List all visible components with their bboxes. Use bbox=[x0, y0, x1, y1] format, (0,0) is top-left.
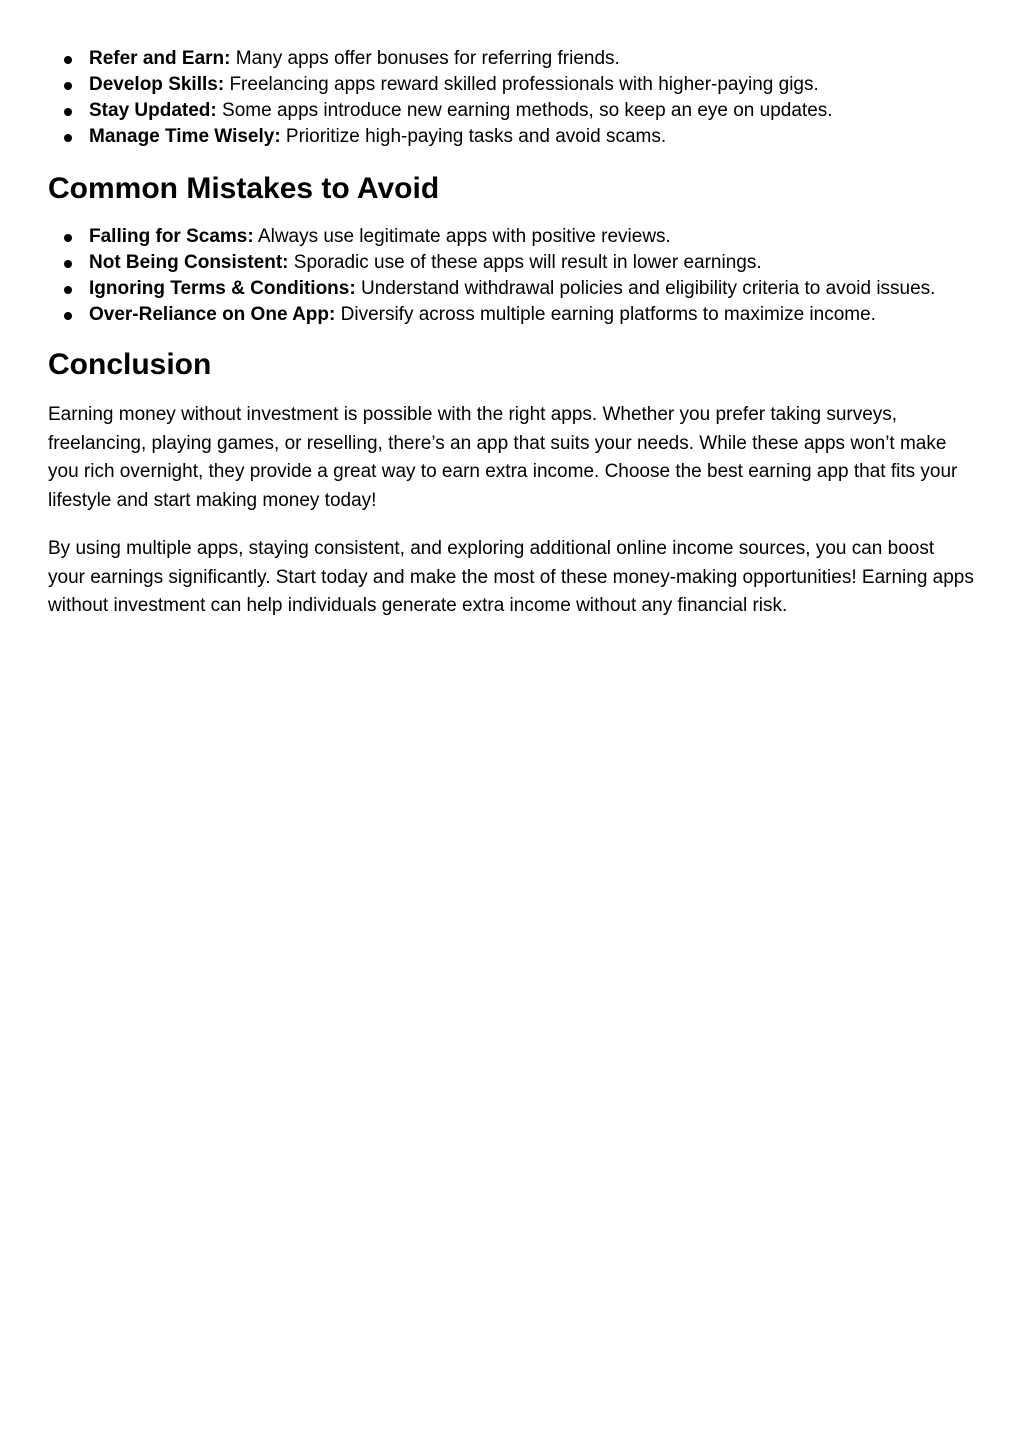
list-item bbox=[48, 224, 976, 250]
item-text: Freelancing apps reward skilled professionals with higher-paying gigs. bbox=[224, 74, 819, 95]
item-term: Stay Updated: bbox=[89, 100, 217, 121]
item-term: Ignoring Terms & Conditions: bbox=[89, 278, 356, 299]
item-text: Some apps introduce new earning methods, so keep an eye on updates. bbox=[216, 100, 833, 121]
conclusion-paragraph: Earning money without investment is possible with the right apps. Whether you prefer taking surveys, freelancing, playing games, or reselling, there’s an app that suits your needs. While these apps won’t make you rich overnight, they provide a great way to earn extra income. Choose the best earning app that fits your lifestyle and start making money today! bbox=[48, 404, 958, 511]
list-item bbox=[48, 124, 976, 150]
item-text: Diversify across multiple earning platforms to maximize income. bbox=[335, 304, 876, 325]
mistakes-list bbox=[48, 224, 976, 328]
list-item bbox=[48, 98, 976, 124]
item-term: Over-Reliance on One App: bbox=[89, 304, 336, 325]
item-term: Not Being Consistent: bbox=[89, 252, 289, 273]
list-item bbox=[48, 46, 976, 72]
item-text: Sporadic use of these apps will result in lower earnings. bbox=[288, 252, 762, 273]
item-text: Understand withdrawal policies and eligibility criteria to avoid issues. bbox=[355, 278, 936, 299]
item-term: Develop Skills: bbox=[89, 74, 225, 95]
section-heading-conclusion: Conclusion bbox=[48, 348, 212, 381]
tips-list bbox=[48, 46, 976, 150]
list-item bbox=[48, 302, 976, 328]
document-page bbox=[48, 46, 976, 621]
item-term: Refer and Earn: bbox=[89, 48, 231, 69]
item-text: Always use legitimate apps with positive reviews. bbox=[253, 226, 671, 247]
item-text: Many apps offer bonuses for referring friends. bbox=[230, 48, 620, 69]
list-item bbox=[48, 250, 976, 276]
conclusion-paragraph: By using multiple apps, staying consistent, and exploring additional online income sources, you can boost your earnings significantly. Start today and make the most of these money-making opportunities! Earning apps without investment can help individuals generate extra income without any financial risk. bbox=[48, 538, 974, 616]
item-text: Prioritize high-paying tasks and avoid scams. bbox=[280, 126, 667, 147]
item-term: Falling for Scams: bbox=[89, 226, 254, 247]
list-item bbox=[48, 276, 976, 302]
list-item bbox=[48, 72, 976, 98]
section-heading-mistakes: Common Mistakes to Avoid bbox=[48, 172, 440, 205]
item-term: Manage Time Wisely: bbox=[89, 126, 281, 147]
